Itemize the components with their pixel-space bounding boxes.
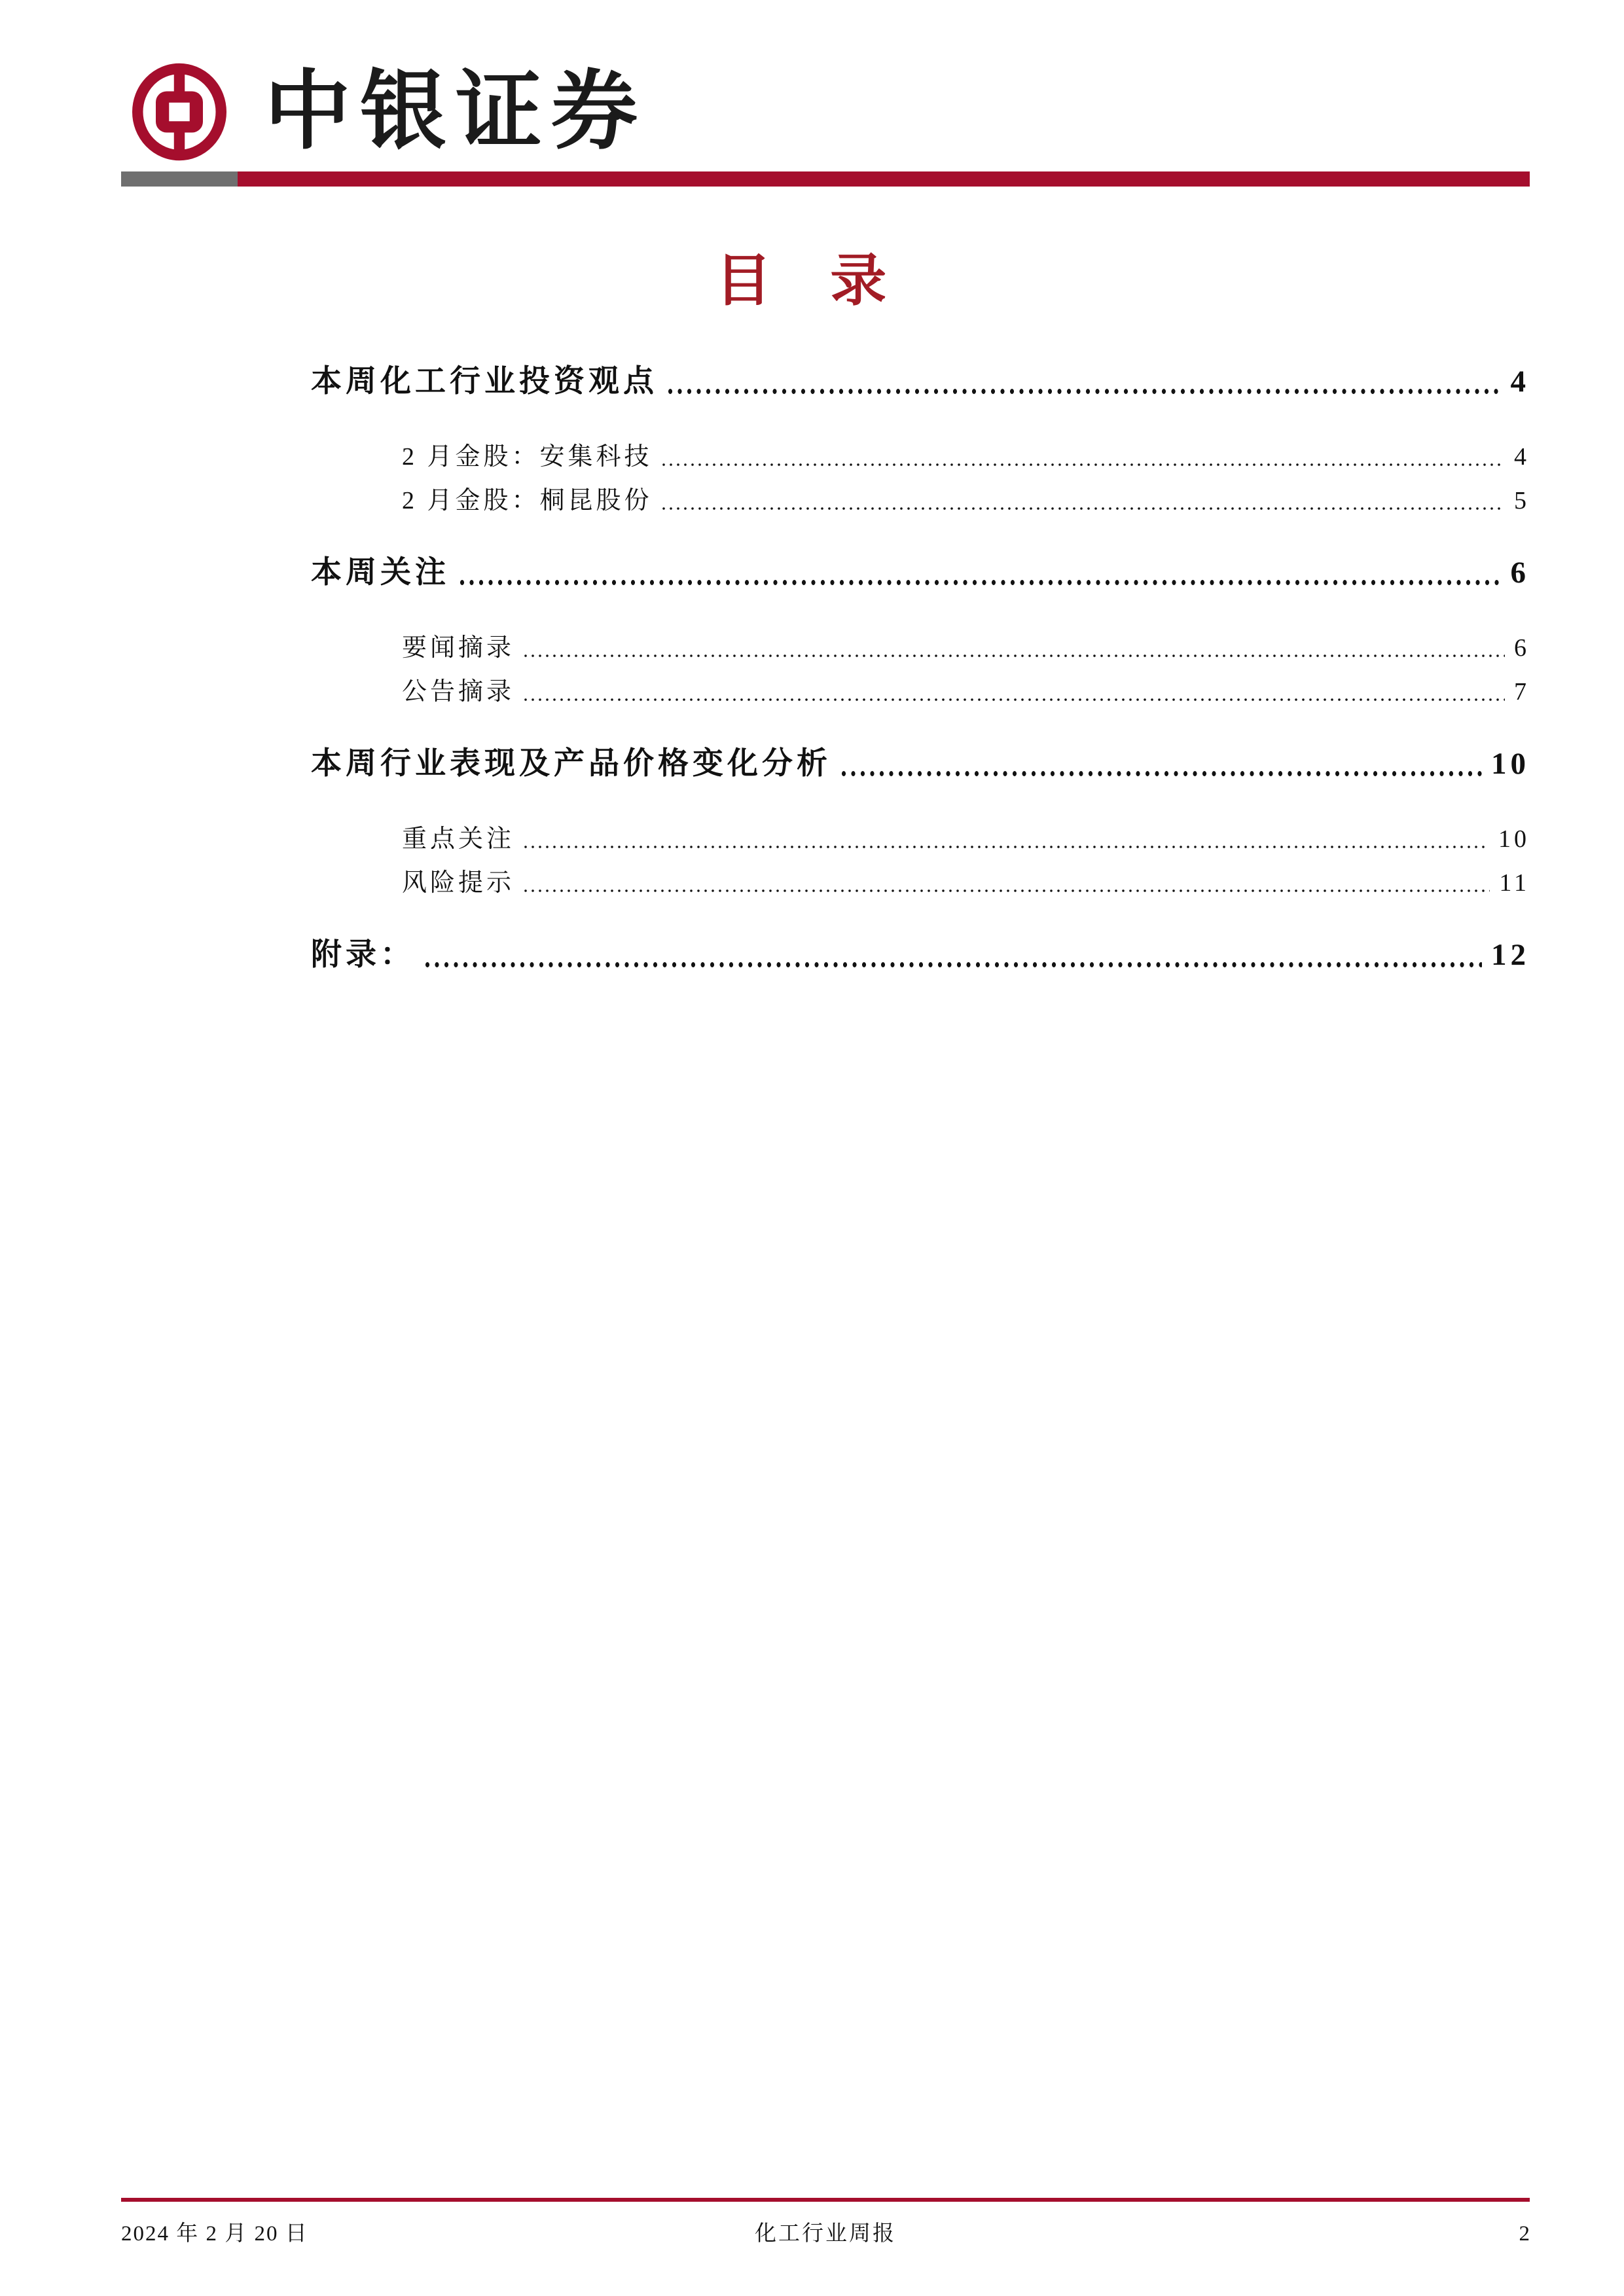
- toc-entry[interactable]: [311, 675, 1530, 709]
- toc-entry-page: 4: [1514, 443, 1530, 471]
- toc-entry-page: 6: [1514, 634, 1530, 662]
- toc-entry[interactable]: [311, 440, 1530, 474]
- header-brand: [128, 63, 647, 161]
- toc-entry[interactable]: [311, 484, 1530, 518]
- footer: [121, 2216, 1530, 2247]
- toc-entry-label: 本周关注: [311, 556, 450, 590]
- toc-entry[interactable]: [311, 361, 1530, 402]
- toc-entry-page: 7: [1514, 678, 1530, 706]
- dot-leader: [660, 461, 1505, 468]
- toc-entry-label: 附录：: [311, 938, 415, 972]
- toc-entry-page: 11: [1499, 869, 1530, 897]
- toc-entry[interactable]: [311, 552, 1530, 593]
- toc-title: 目 录: [715, 249, 909, 312]
- toc-entry[interactable]: [311, 744, 1530, 784]
- toc-entry-page: 10: [1491, 747, 1530, 781]
- toc-entry-label: 2 月金股：桐昆股份: [402, 487, 653, 514]
- toc-entry-label: 2 月金股：安集科技: [402, 443, 653, 471]
- toc-entry[interactable]: [311, 935, 1530, 975]
- toc-entry-page: 12: [1491, 938, 1530, 972]
- dot-leader: [522, 653, 1505, 659]
- toc-list: [311, 361, 1530, 975]
- header-bar-red-segment: [238, 171, 1530, 187]
- toc-entry[interactable]: [311, 822, 1530, 856]
- toc-entry-label: 本周行业表现及产品价格变化分析: [311, 747, 831, 781]
- toc-entry-page: 6: [1510, 556, 1530, 590]
- toc-entry-label: 公告摘录: [402, 678, 515, 706]
- footer-date: 2024 年 2 月 20 日: [121, 2222, 308, 2246]
- toc-entry-page: 10: [1498, 825, 1530, 853]
- dot-leader: [522, 696, 1505, 703]
- header-bar-gray-segment: [121, 171, 238, 187]
- brand-name: 中银证券: [264, 63, 647, 160]
- toc-entry-label: 重点关注: [402, 825, 515, 853]
- dot-leader: [522, 888, 1490, 894]
- dot-leader: [660, 505, 1505, 512]
- dot-leader: [666, 387, 1502, 396]
- header-separator-bar: [121, 171, 1530, 187]
- bank-of-china-logo-icon: [128, 63, 230, 161]
- dot-leader: [423, 960, 1482, 969]
- footer-page-number: 2: [1519, 2222, 1530, 2246]
- toc-entry-label: 本周化工行业投资观点: [311, 365, 658, 399]
- toc-entry[interactable]: [311, 631, 1530, 665]
- toc-entry-label: 风险提示: [402, 869, 515, 897]
- dot-leader: [522, 844, 1489, 850]
- toc-entry[interactable]: [311, 866, 1530, 900]
- dot-leader: [458, 578, 1502, 587]
- footer-report-title: 化工行业周报: [754, 2222, 896, 2246]
- toc-entry-page: 4: [1510, 365, 1530, 399]
- toc-entry-page: 5: [1514, 487, 1530, 514]
- dot-leader: [839, 769, 1482, 778]
- footer-rule: [121, 2198, 1530, 2202]
- toc-entry-label: 要闻摘录: [402, 634, 515, 662]
